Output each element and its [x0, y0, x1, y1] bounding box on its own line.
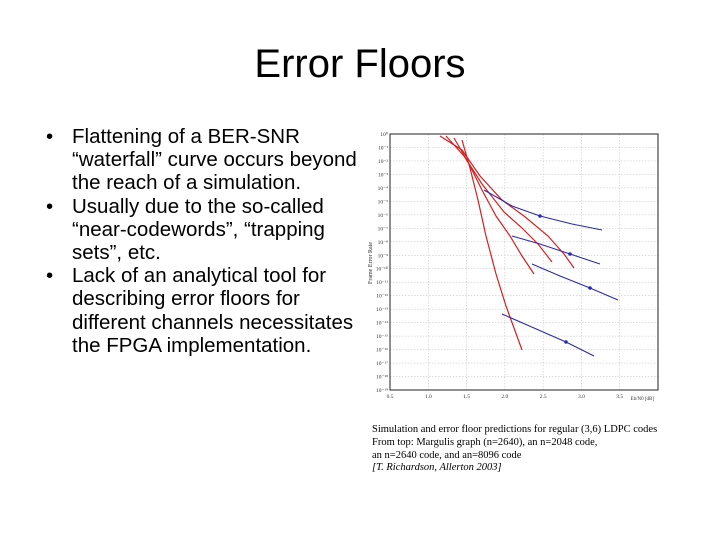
x-tick-label: 1.5 — [463, 394, 471, 400]
caption-line: an n=2640 code, and an=8096 code — [372, 449, 522, 461]
caption-line: Simulation and error floor predictions for regular (3,6) LDPC codes — [372, 424, 658, 435]
bullet-text: Flattening of a BER-SNR “waterfall” curve occurs beyond the reach of a simulation. — [72, 125, 357, 195]
y-tick-label: 10⁻¹⁴ — [376, 320, 388, 327]
x-tick-label: 2.0 — [501, 394, 509, 400]
y-tick-label: 10⁻¹⁵ — [376, 334, 388, 341]
figure-caption — [372, 424, 712, 475]
x-tick-label: 3.5 — [616, 394, 624, 400]
y-tick-label: 10⁻¹⁶ — [376, 347, 388, 354]
bullet-text: Lack of an analytical tool for describing error floors for different channels necessitates the FPGA implementation. — [72, 264, 354, 357]
y-tick-label: 10⁻¹³ — [376, 307, 388, 314]
bullet-item — [40, 195, 360, 265]
y-tick-label: 10⁻⁵ — [377, 199, 388, 206]
bullet-glyph: • — [46, 194, 54, 218]
bullet-item — [40, 125, 360, 195]
x-tick-label: 1.0 — [424, 394, 432, 400]
bullet-item — [40, 264, 360, 357]
error-floor-figure — [362, 128, 660, 404]
prediction-marker — [538, 214, 542, 218]
y-tick-label: 10⁻¹⁹ — [376, 388, 388, 394]
bullet-list — [40, 125, 360, 357]
y-tick-label: 10⁻³ — [377, 172, 388, 179]
caption-line: From top: Margulis graph (n=2640), an n=2048 code, — [372, 436, 598, 448]
x-axis-label: Eb/N0 [dB] — [630, 397, 654, 402]
y-tick-label: 10⁻¹⁸ — [376, 374, 388, 381]
prediction-marker — [564, 340, 568, 344]
y-axis-label: Frame Error Rate — [368, 242, 374, 284]
prediction-marker — [568, 252, 572, 256]
y-tick-label: 10⁻¹² — [376, 293, 388, 300]
y-tick-label: 10⁰ — [380, 132, 388, 138]
y-tick-label: 10⁻⁷ — [377, 226, 388, 233]
y-tick-label: 10⁻⁸ — [377, 239, 388, 246]
y-tick-label: 10⁻¹⁷ — [376, 361, 388, 368]
y-tick-label: 10⁻² — [377, 158, 388, 165]
y-tick-label: 10⁻⁹ — [377, 253, 388, 260]
y-tick-label: 10⁻¹¹ — [376, 280, 388, 287]
prediction-marker — [588, 286, 592, 290]
x-tick-label: 3.0 — [577, 394, 585, 400]
bullet-text: Usually due to the so-called “near-codewords”, “trapping sets”, etc. — [72, 194, 325, 265]
caption-citation: [T. Richardson, Allerton 2003] — [372, 462, 502, 474]
x-tick-label: 0.5 — [386, 394, 394, 400]
y-tick-label: 10⁻¹⁰ — [375, 266, 388, 273]
bullet-glyph: • — [46, 125, 54, 148]
x-tick-label: 2.5 — [539, 394, 547, 400]
y-tick-label: 10⁻⁶ — [377, 212, 388, 219]
y-tick-label: 10⁻⁴ — [377, 185, 388, 192]
slide-title: Error Floors — [254, 42, 466, 86]
y-tick-label: 10⁻¹ — [377, 145, 388, 152]
bullet-glyph: • — [46, 264, 54, 288]
